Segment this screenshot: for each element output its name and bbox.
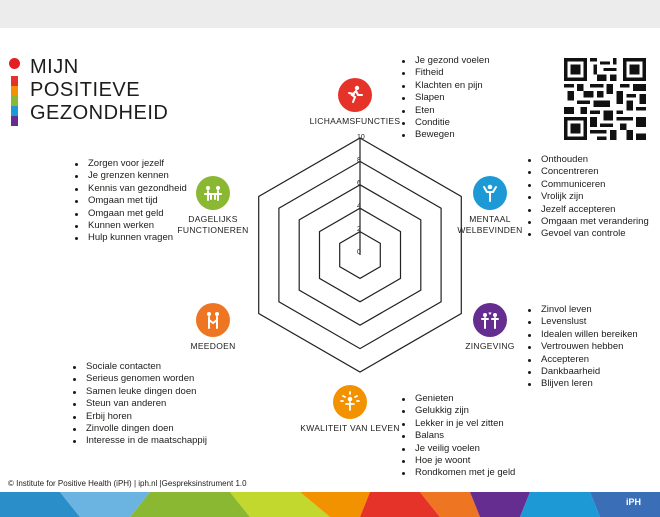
list-item: Steun van anderen xyxy=(72,398,207,410)
list-lichaamsfuncties xyxy=(401,55,489,142)
list-item: Blijven leren xyxy=(527,378,638,390)
dimension-mentaal-welbevinden[interactable] xyxy=(445,176,535,236)
list-item: Fitheid xyxy=(401,67,489,79)
running-person-icon xyxy=(338,78,372,112)
list-item: Conditie xyxy=(401,117,489,129)
list-item: Slapen xyxy=(401,92,489,104)
dimension-label-line-1: MENTAAL xyxy=(469,214,511,224)
iph-logo-small: iPH xyxy=(626,497,642,507)
logo-mark xyxy=(8,58,24,128)
list-item: Zinvolle dingen doen xyxy=(72,423,207,435)
sun-person-icon xyxy=(333,385,367,419)
list-item: Omgaan met verandering xyxy=(527,216,649,228)
list-item: Concentreren xyxy=(527,166,649,178)
list-item: Omgaan met geld xyxy=(74,208,187,220)
list-item: Samen leuke dingen doen xyxy=(72,386,207,398)
dimension-label-line-2: WELBEVINDEN xyxy=(457,225,523,235)
list-item: Kunnen werken xyxy=(74,220,187,232)
list-item: Bewegen xyxy=(401,129,489,141)
people-together-icon xyxy=(196,303,230,337)
list-item: Je grenzen kennen xyxy=(74,170,187,182)
dimension-label: KWALITEIT VAN LEVEN xyxy=(300,423,400,433)
person-at-table-icon xyxy=(196,176,230,210)
list-item: Kennis van gezondheid xyxy=(74,183,187,195)
list-item: Vertrouwen hebben xyxy=(527,341,638,353)
radar-chart xyxy=(240,130,480,380)
list-item: Sociale contacten xyxy=(72,361,207,373)
list-meedoen xyxy=(72,361,207,448)
list-item: Gevoel van controle xyxy=(527,228,649,240)
list-kwaliteit-van-leven xyxy=(401,393,515,480)
list-item: Lekker in je vel zitten xyxy=(401,418,515,430)
tick-label-10: 10 xyxy=(357,134,365,141)
two-people-heart-icon xyxy=(473,303,507,337)
list-item: Serieus genomen worden xyxy=(72,373,207,385)
list-item: Je veilig voelen xyxy=(401,443,515,455)
top-bar xyxy=(0,0,660,28)
list-item: Gelukkig zijn xyxy=(401,405,515,417)
logo xyxy=(6,56,176,130)
list-item: Erbij horen xyxy=(72,411,207,423)
person-arms-up-icon xyxy=(473,176,507,210)
dimension-label: ZINGEVING xyxy=(465,341,515,351)
dimension-label: LICHAAMSFUNCTIES xyxy=(309,116,401,126)
tick-label-4: 4 xyxy=(357,203,361,210)
logo-text xyxy=(30,56,168,125)
dimension-label-line-1: DAGELIJKS xyxy=(188,214,238,224)
tick-label-2: 2 xyxy=(357,226,361,233)
logo-line-1: MIJN xyxy=(30,56,79,78)
list-item: Zinvol leven xyxy=(527,304,638,316)
tick-label-0: 0 xyxy=(357,249,361,256)
list-item: Eten xyxy=(401,105,489,117)
list-item: Idealen willen bereiken xyxy=(527,329,638,341)
list-item: Accepteren xyxy=(527,354,638,366)
list-zingeving xyxy=(527,304,638,391)
list-item: Genieten xyxy=(401,393,515,405)
dimension-label: MEEDOEN xyxy=(190,341,236,351)
dimension-lichaamsfuncties[interactable] xyxy=(300,78,410,127)
list-item: Omgaan met tijd xyxy=(74,195,187,207)
list-item: Levenslust xyxy=(527,316,638,328)
list-item: Communiceren xyxy=(527,179,649,191)
dimension-kwaliteit-van-leven[interactable] xyxy=(295,385,405,434)
color-band xyxy=(0,492,660,517)
list-item: Klachten en pijn xyxy=(401,80,489,92)
list-item: Interesse in de maatschappij xyxy=(72,435,207,447)
tick-label-8: 8 xyxy=(357,157,361,164)
list-item: Vrolijk zijn xyxy=(527,191,649,203)
list-dagelijks-functioneren xyxy=(74,158,187,245)
qr-code xyxy=(564,58,646,140)
dimension-zingeving[interactable] xyxy=(455,303,525,352)
list-item: Je gezond voelen xyxy=(401,55,489,67)
list-item: Hoe je woont xyxy=(401,455,515,467)
list-mentaal-welbevinden xyxy=(527,154,649,241)
list-item: Onthouden xyxy=(527,154,649,166)
tick-label-6: 6 xyxy=(357,180,361,187)
logo-line-2: POSITIEVE xyxy=(30,79,141,101)
list-item: Jezelf accepteren xyxy=(527,204,649,216)
footer-copyright: © Institute for Positive Health (iPH) | iph.nl |Gespreksinstrument 1.0 xyxy=(8,479,247,488)
list-item: Zorgen voor jezelf xyxy=(74,158,187,170)
list-item: Dankbaarheid xyxy=(527,366,638,378)
dimension-label-line-2: FUNCTIONEREN xyxy=(177,225,249,235)
logo-line-3: GEZONDHEID xyxy=(30,102,169,124)
list-item: Balans xyxy=(401,430,515,442)
dimension-meedoen[interactable] xyxy=(175,303,251,352)
list-item: Rondkomen met je geld xyxy=(401,467,515,479)
list-item: Hulp kunnen vragen xyxy=(74,232,187,244)
